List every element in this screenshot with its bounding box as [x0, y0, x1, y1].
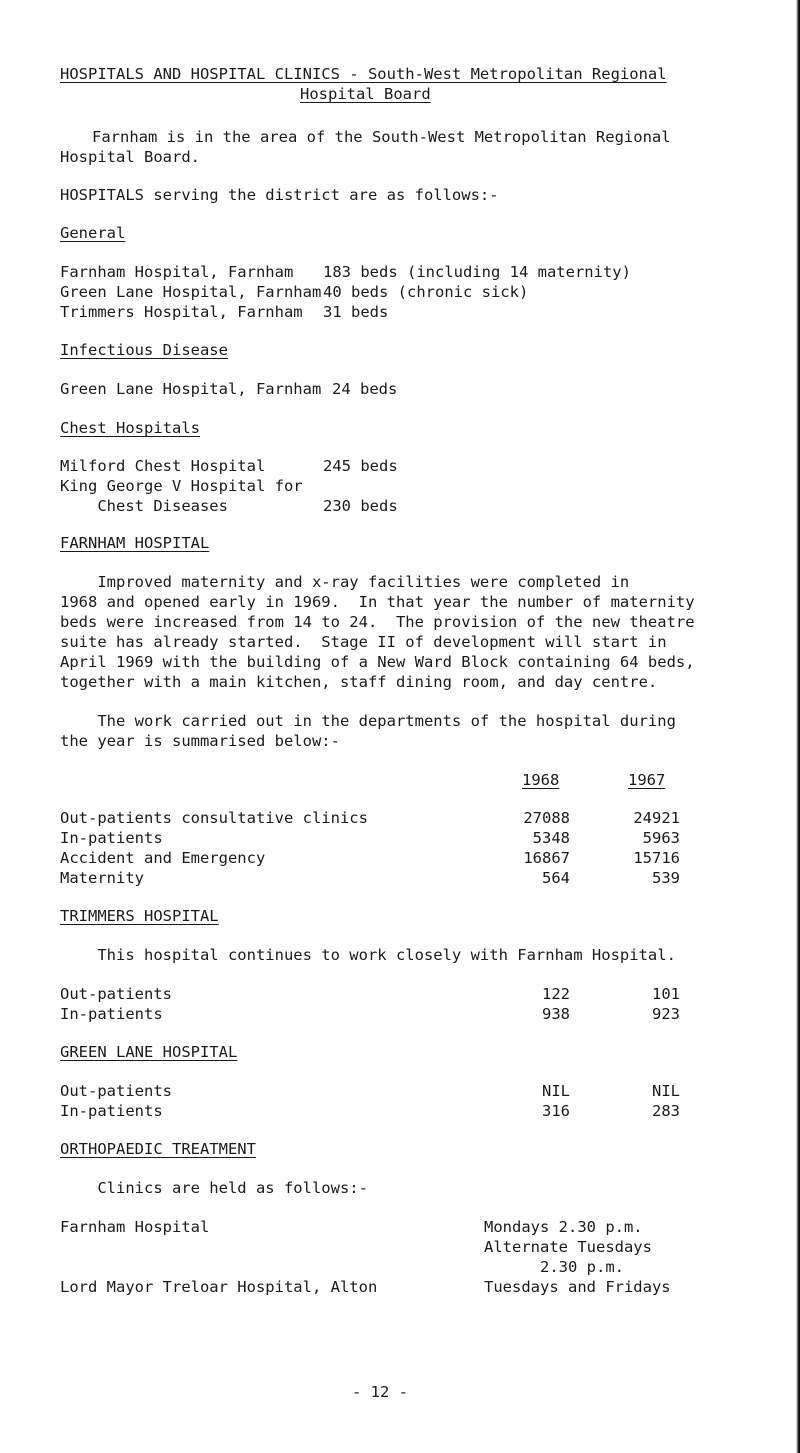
section-heading-chest: Chest Hospitals [60, 419, 200, 437]
page-number: - 12 - [352, 1383, 408, 1401]
column-header-1968: 1968 [522, 771, 560, 789]
stats-row-1967: NIL [652, 1082, 680, 1100]
column-header-1967: 1967 [628, 771, 666, 789]
intro-line-1: Farnham is in the area of the South-West Metropolitan Regional [92, 128, 671, 146]
stats-row-1968: 564 [542, 869, 570, 887]
clinic-place: Farnham Hospital [60, 1218, 210, 1236]
stats-row-label: Maternity [60, 869, 144, 887]
stats-row-label: Out-patients [60, 985, 172, 1003]
stats-row-label: Out-patients [60, 1082, 172, 1100]
serving-line: HOSPITALS serving the district are as follows:- [60, 186, 499, 204]
trimmers-para: This hospital continues to work closely with Farnham Hospital. [60, 946, 676, 964]
stats-row-1968: NIL [542, 1082, 570, 1100]
stats-row-label: In-patients [60, 1102, 163, 1120]
stats-row-1968: 27088 [523, 809, 570, 827]
chest-row-name: King George V Hospital for [60, 477, 303, 495]
chest-row-name: Milford Chest Hospital [60, 457, 266, 475]
farnham-para-line: beds were increased from 14 to 24. The provision of the new theatre [60, 613, 695, 631]
clinic-time: Mondays 2.30 p.m. [484, 1218, 643, 1236]
stats-row-1968: 122 [542, 985, 570, 1003]
general-row-beds: 40 beds (chronic sick) [323, 283, 529, 301]
section-heading-general: General [60, 224, 126, 242]
chest-row-name: Chest Diseases [60, 497, 228, 515]
clinic-place: Lord Mayor Treloar Hospital, Alton [60, 1278, 378, 1296]
farnham-para-line: suite has already started. Stage II of development will start in [60, 633, 667, 651]
stats-row-1968: 938 [542, 1005, 570, 1023]
stats-row-1967: 283 [652, 1102, 680, 1120]
clinic-time: 2.30 p.m. [484, 1258, 624, 1276]
stats-row-1967: 15716 [633, 849, 680, 867]
farnham-para-line: 1968 and opened early in 1969. In that year the number of maternity [60, 593, 695, 611]
chest-row-beds: 230 beds [323, 497, 398, 515]
section-heading-farnham: FARNHAM HOSPITAL [60, 534, 210, 552]
section-heading-greenlane: GREEN LANE HOSPITAL [60, 1043, 238, 1061]
general-row-name: Farnham Hospital, Farnham [60, 263, 294, 281]
clinic-time: Tuesdays and Fridays [484, 1278, 671, 1296]
ortho-para: Clinics are held as follows:- [60, 1179, 368, 1197]
general-row-name: Green Lane Hospital, Farnham [60, 283, 322, 301]
infectious-row-beds: 24 beds [332, 380, 398, 398]
infectious-row-name: Green Lane Hospital, Farnham [60, 380, 322, 398]
stats-row-label: Out-patients consultative clinics [60, 809, 368, 827]
stats-row-1967: 101 [652, 985, 680, 1003]
general-row-beds: 31 beds [323, 303, 389, 321]
stats-row-1967: 539 [652, 869, 680, 887]
section-heading-ortho: ORTHOPAEDIC TREATMENT [60, 1140, 256, 1158]
scan-edge [796, 0, 800, 1453]
page-title-line2: Hospital Board [300, 85, 431, 103]
farnham-para-line: together with a main kitchen, staff dining room, and day centre. [60, 673, 658, 691]
stats-row-1967: 24921 [633, 809, 680, 827]
farnham-para-line: Improved maternity and x-ray facilities were completed in [60, 573, 630, 591]
stats-row-label: In-patients [60, 1005, 163, 1023]
work-line-2: the year is summarised below:- [60, 732, 340, 750]
stats-row-1967: 923 [652, 1005, 680, 1023]
section-heading-infectious: Infectious Disease [60, 341, 228, 359]
section-heading-trimmers: TRIMMERS HOSPITAL [60, 907, 219, 925]
stats-row-1968: 5348 [532, 829, 570, 847]
page-title-line1: HOSPITALS AND HOSPITAL CLINICS - South-West Metropolitan Regional [60, 65, 667, 83]
stats-row-label: In-patients [60, 829, 163, 847]
stats-row-1968: 16867 [523, 849, 570, 867]
farnham-para-line: April 1969 with the building of a New Ward Block containing 64 beds, [60, 653, 695, 671]
clinic-time: Alternate Tuesdays [484, 1238, 652, 1256]
chest-row-beds: 245 beds [323, 457, 398, 475]
work-line-1: The work carried out in the departments of the hospital during [60, 712, 676, 730]
general-row-beds: 183 beds (including 14 maternity) [323, 263, 631, 281]
stats-row-1967: 5963 [642, 829, 680, 847]
intro-line-2: Hospital Board. [60, 148, 200, 166]
general-row-name: Trimmers Hospital, Farnham [60, 303, 303, 321]
stats-row-1968: 316 [542, 1102, 570, 1120]
stats-row-label: Accident and Emergency [60, 849, 266, 867]
